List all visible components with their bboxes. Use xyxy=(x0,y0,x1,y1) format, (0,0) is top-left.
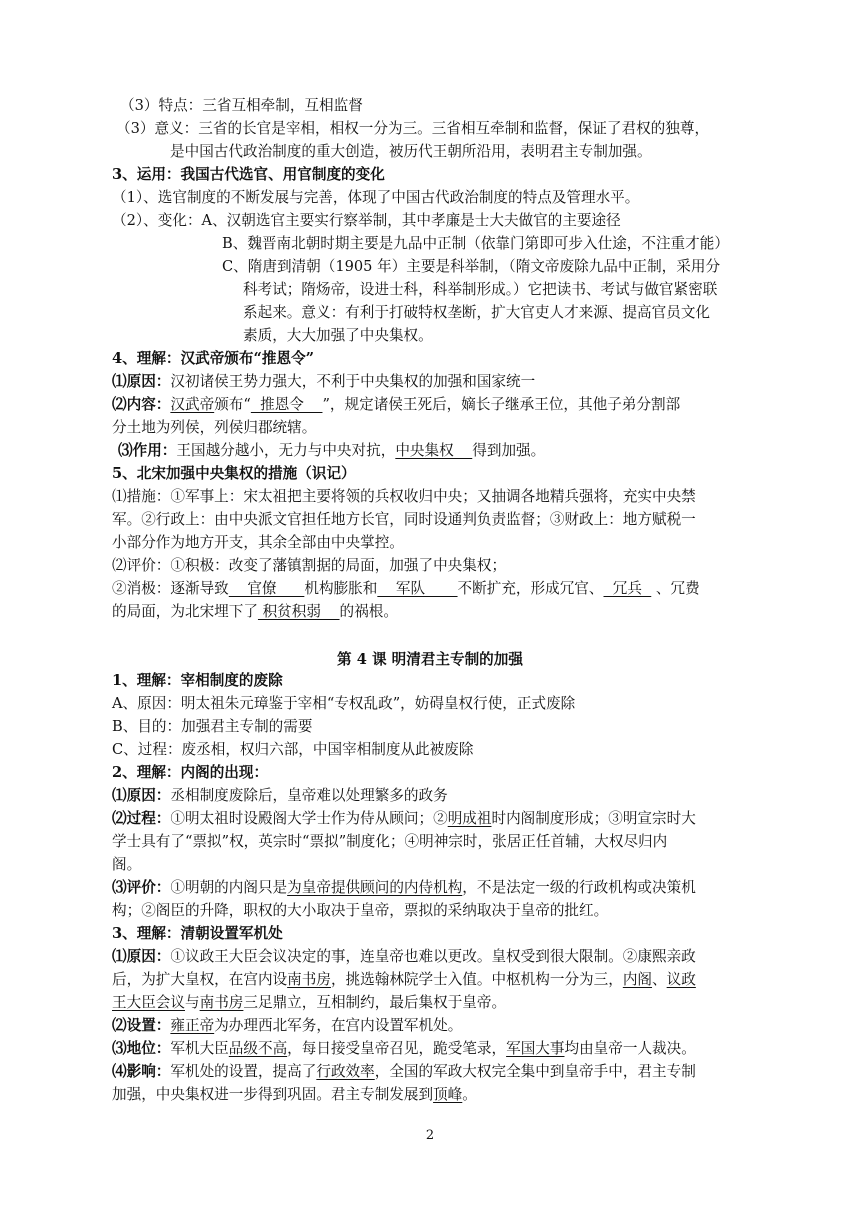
text-segment: 汉初诸侯王势力强大，不利于中央集权的加强和国家统一 xyxy=(170,373,536,390)
text-line xyxy=(112,785,448,807)
underlined-answer: 军队 xyxy=(377,580,458,597)
text-line xyxy=(112,831,667,853)
text-segment: ，挑选翰林院学士入值。中枢机构一分为三， xyxy=(330,971,623,988)
text-line xyxy=(112,877,696,899)
underlined-answer: 冗兵 xyxy=(603,580,652,597)
text-line xyxy=(112,808,696,830)
text-line xyxy=(112,417,316,439)
text-line xyxy=(243,302,710,324)
text-line xyxy=(112,739,473,761)
text-segment: 素质，大大加强了中央集权。 xyxy=(243,327,433,344)
text-line xyxy=(112,969,696,991)
text-line xyxy=(112,854,141,876)
text-line xyxy=(112,509,696,531)
text-line xyxy=(112,1084,477,1106)
text-segment: 构；②阁臣的升降，职权的大小取决于皇帝，票拟的采纳取决于皇帝的批红。 xyxy=(112,902,609,919)
text-line xyxy=(112,992,506,1014)
text-segment: B、目的：加强君主专制的需要 xyxy=(112,718,313,735)
text-segment: 学士具有了“票拟”权，英宗时“票拟”制度化；④明神宗时，张居正任首辅，大权尽归内 xyxy=(112,833,668,850)
underlined-answer: 南书房 xyxy=(287,971,331,988)
text-segment: 时内阁制度形成；③明宣宗时大 xyxy=(491,810,696,827)
text-segment: ⑴措施：①军事上：宋太祖把主要将领的兵权收归中央；又抽调各地精兵强将，充实中央禁 xyxy=(112,488,696,505)
section-heading xyxy=(112,348,314,370)
text-segment: 系起来。意义：有利于打破特权垄断，扩大官吏人才来源、提高官员文化 xyxy=(243,304,711,321)
underlined-answer: 积贫积弱 xyxy=(257,603,340,620)
underlined-answer: 内阁 xyxy=(622,971,653,988)
page-number: 2 xyxy=(425,1128,435,1143)
text-line xyxy=(112,716,312,738)
text-segment: 。 xyxy=(462,1086,477,1103)
text-line xyxy=(120,95,363,117)
underlined-answer: 中央集权 xyxy=(395,442,473,459)
text-line xyxy=(112,1061,696,1083)
text-segment: 1、理解：宰相制度的废除 xyxy=(112,672,283,689)
text-segment: ⑴原因： xyxy=(112,948,171,965)
text-line xyxy=(116,118,709,140)
text-segment: ，每日接受皇帝召见，跪受笔录， xyxy=(287,1040,507,1057)
text-segment: 不断扩充，形成冗官、 xyxy=(457,580,604,597)
text-segment: 2、理解：内阁的出现： xyxy=(112,764,269,781)
section-heading xyxy=(112,164,385,186)
lesson-title: 第 4 课 明清君主专制的加强 xyxy=(337,651,523,668)
text-segment: 颁布“ xyxy=(214,396,251,413)
text-segment: B、魏晋南北朝时期主要是九品中正制（依靠门第即可步入仕途，不注重才能） xyxy=(222,235,729,252)
text-line xyxy=(112,555,506,577)
text-segment: 5、北宋加强中央集权的措施（识记） xyxy=(112,465,356,482)
text-segment: ⑶地位： xyxy=(112,1040,171,1057)
text-segment: 3、运用：我国古代选官、用官制度的变化 xyxy=(112,166,385,183)
text-line xyxy=(222,256,720,278)
text-segment: ①明朝的内阁只是 xyxy=(170,879,288,896)
text-line xyxy=(112,1015,462,1037)
text-segment: 军。②行政上：由中央派文官担任地方长官，同时设通判负责监督；③财政上：地方赋税一 xyxy=(112,511,696,528)
text-segment: ⑷影响： xyxy=(112,1063,171,1080)
text-segment: ①议政王大臣会议决定的事，连皇帝也难以更改。皇权受到很大限制。②康熙亲政 xyxy=(170,948,696,965)
text-line xyxy=(112,486,696,508)
text-segment: ⑴原因： xyxy=(112,787,171,804)
text-segment: ⑶评价： xyxy=(112,879,171,896)
text-segment: 3、理解：清朝设置军机处 xyxy=(112,925,283,942)
underlined-answer: 王大臣会议 xyxy=(112,994,185,1011)
text-segment: 是中国古代政治制度的重大创造，被历代王朝所沿用，表明君主专制加强。 xyxy=(170,143,652,160)
underlined-answer: 推恩令 xyxy=(250,396,323,413)
underlined-answer: 为皇帝提供顾问的内侍机构 xyxy=(287,879,463,896)
underlined-answer: 品级不高 xyxy=(228,1040,288,1057)
underlined-answer: 雍正帝 xyxy=(170,1017,215,1034)
text-segment: 、冗费 xyxy=(651,580,700,597)
text-line xyxy=(112,693,575,715)
text-segment: ①明太祖时设殿阁大学士作为侍从顾问；② xyxy=(170,810,448,827)
text-segment: C、过程：废丞相，权归六部，中国宰相制度从此被废除 xyxy=(112,741,474,758)
text-segment: 阁。 xyxy=(112,856,142,873)
text-segment: 、 xyxy=(652,971,667,988)
text-line xyxy=(112,210,621,232)
text-line xyxy=(112,532,404,554)
text-segment: 为办理西北军务，在宫内设置军机处。 xyxy=(214,1017,463,1034)
text-segment: 小部分作为地方开支，其余全部由中央掌控。 xyxy=(112,534,404,551)
text-segment: 三足鼎立，互相制约，最后集权于皇帝。 xyxy=(243,994,507,1011)
text-segment: 王国越分越小，无力与中央对抗， xyxy=(176,442,396,459)
text-segment: （1）、选官制度的不断发展与完善，体现了中国古代政治制度的特点及管理水平。 xyxy=(112,189,640,206)
section-heading xyxy=(112,762,268,784)
text-segment: ⑴原因： xyxy=(112,373,171,390)
text-segment: ⑵评价：①积极：改变了藩镇割据的局面，加强了中央集权； xyxy=(112,557,507,574)
text-segment: 分土地为列侯，列侯归郡统辖。 xyxy=(112,419,317,436)
text-line xyxy=(112,187,639,209)
underlined-answer: 南书房 xyxy=(199,994,244,1011)
text-segment: 军机处的设置，提高了 xyxy=(170,1063,317,1080)
section-heading xyxy=(112,670,283,692)
text-segment: （2）、变化：A、汉朝选官主要实行察举制，其中孝廉是士大夫做官的主要途径 xyxy=(112,212,621,229)
text-segment: 机构膨胀和 xyxy=(304,580,378,597)
text-line xyxy=(243,325,433,347)
text-line xyxy=(222,233,729,255)
text-segment: 军机大臣 xyxy=(170,1040,229,1057)
text-line xyxy=(112,900,608,922)
text-segment: ”，规定诸侯王死后，嫡长子继承王位，其他子弟分割部 xyxy=(322,396,681,413)
text-segment: ⑵设置： xyxy=(112,1017,171,1034)
text-line xyxy=(112,394,680,416)
underlined-answer: 行政效率 xyxy=(316,1063,375,1080)
text-segment: A、原因：明太祖朱元璋鉴于宰相“专权乱政”，妨碍皇权行使，正式废除 xyxy=(112,695,576,712)
text-segment: 均由皇帝一人裁决。 xyxy=(564,1040,696,1057)
underlined-answer: 明成祖 xyxy=(447,810,492,827)
text-segment: （3）特点：三省互相牵制，互相监督 xyxy=(120,97,363,114)
text-line xyxy=(170,141,652,163)
text-line xyxy=(112,601,398,623)
text-segment: 的祸根。 xyxy=(339,603,398,620)
underlined-answer: 汉武帝 xyxy=(170,396,215,413)
text-segment: 4、理解：汉武帝颁布“推恩令” xyxy=(112,350,315,367)
text-segment: ，全国的军政大权完全集中到皇帝手中，君主专制 xyxy=(374,1063,696,1080)
text-segment: 丞相制度废除后，皇帝难以处理繁多的政务 xyxy=(170,787,448,804)
underlined-answer: 军国大事 xyxy=(506,1040,565,1057)
text-line xyxy=(112,1038,696,1060)
text-segment: （3）意义：三省的长官是宰相，相权一分为三。三省相互牵制和监督，保证了君权的独尊， xyxy=(116,120,710,137)
text-segment: C、隋唐到清朝（1905 年）主要是科举制，（隋文帝废除九品中正制，采用分 xyxy=(222,258,721,275)
text-segment: 加强，中央集权进一步得到巩固。君主专制发展到 xyxy=(112,1086,434,1103)
text-segment: 的局面，为北宋埋下了 xyxy=(112,603,258,620)
underlined-answer: 议政 xyxy=(666,971,696,988)
text-segment: 后，为扩大皇权，在宫内设 xyxy=(112,971,288,988)
text-segment: ，不是法定一级的行政机构或决策机 xyxy=(462,879,696,896)
text-line xyxy=(112,371,535,393)
text-line xyxy=(243,279,717,301)
text-segment: ⑶作用： xyxy=(118,442,177,459)
text-line xyxy=(112,578,700,600)
text-segment: ⑵过程： xyxy=(112,810,171,827)
text-segment: ⑵内容： xyxy=(112,396,171,413)
text-segment: 得到加强。 xyxy=(472,442,546,459)
underlined-answer: 官僚 xyxy=(228,580,305,597)
text-line xyxy=(112,946,696,968)
section-heading xyxy=(112,463,356,485)
text-segment: 与 xyxy=(184,994,200,1011)
underlined-answer: 顶峰 xyxy=(433,1086,463,1103)
text-line xyxy=(118,440,545,462)
section-heading xyxy=(112,923,283,945)
text-segment: 科考试；隋炀帝，设进士科，科举制形成。）它把读书、考试与做官紧密联 xyxy=(243,281,718,298)
text-segment: ②消极：逐渐导致 xyxy=(112,580,229,597)
